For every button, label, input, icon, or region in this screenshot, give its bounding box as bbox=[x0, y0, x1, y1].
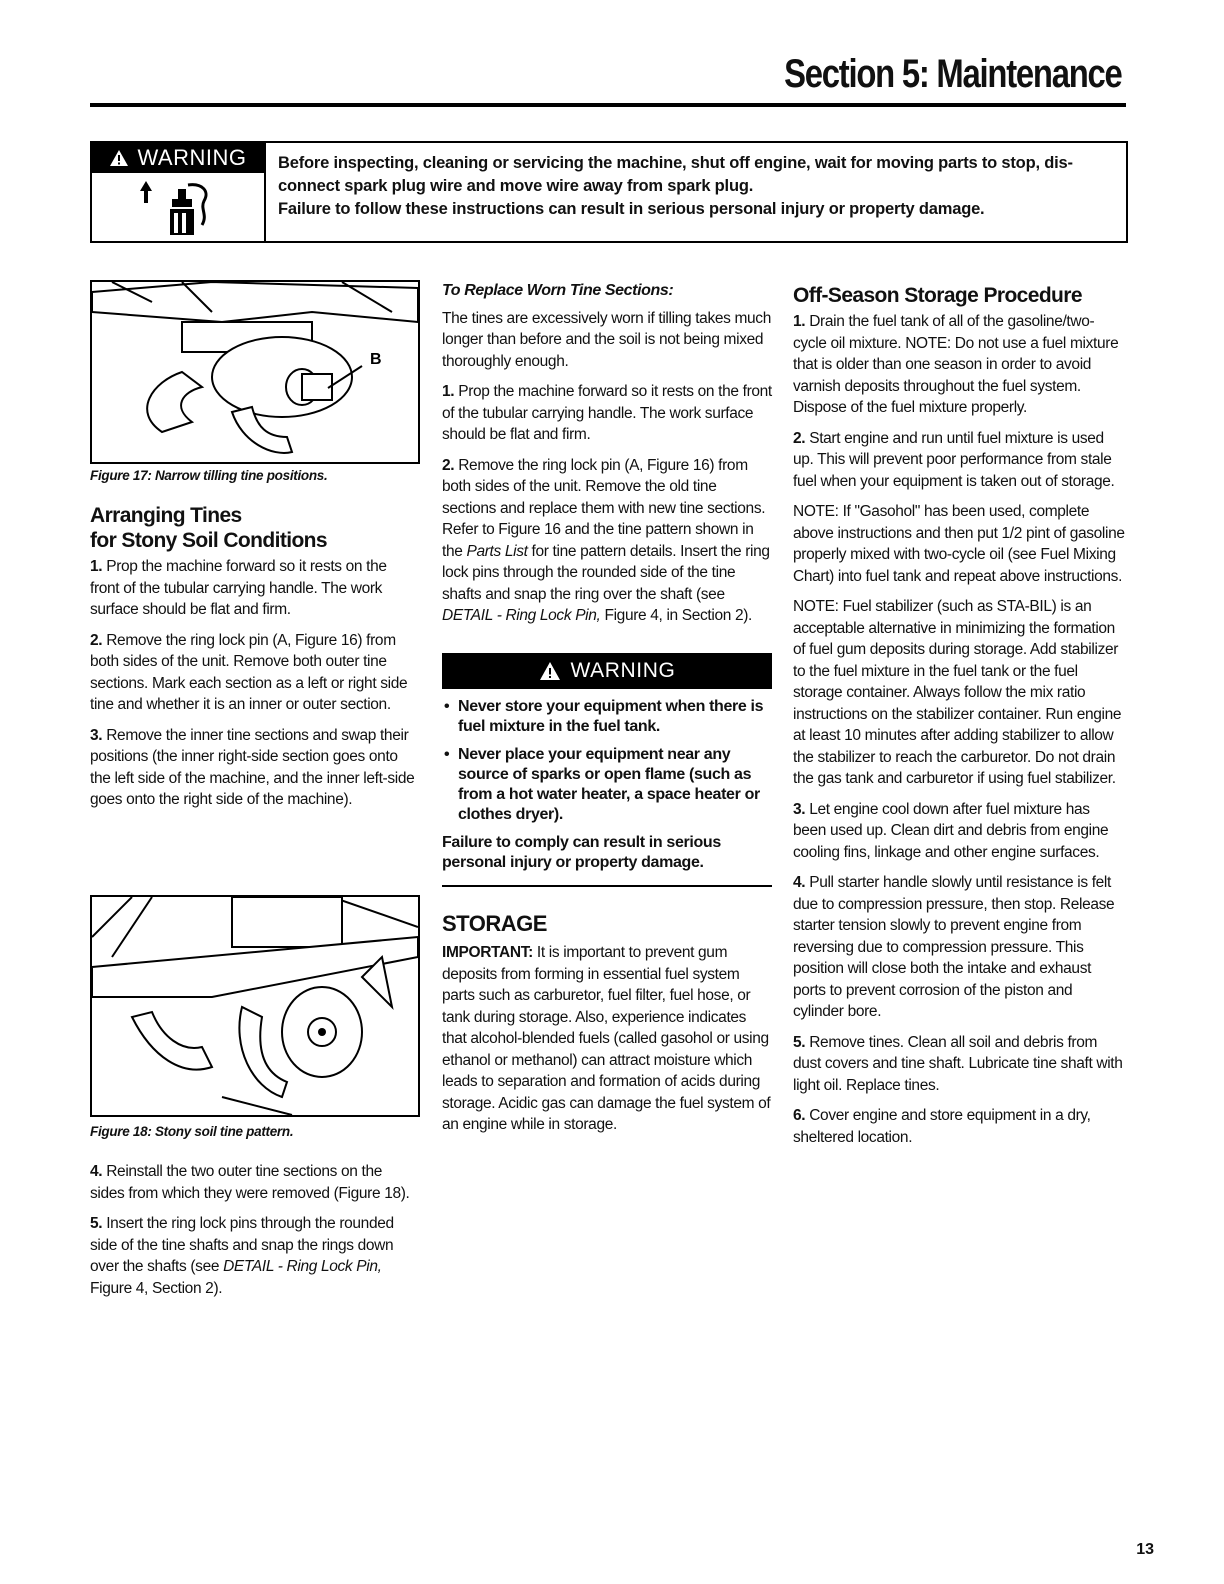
alert-triangle-icon bbox=[109, 149, 129, 167]
offseason-step-5: 5. Remove tines. Clean all soil and debris from dust covers and tine shaft. Lubricate tine shaft with light oil. Replace tines. bbox=[793, 1033, 1123, 1094]
figure-17-callout: B bbox=[370, 351, 382, 368]
figure-18-caption: Figure 18: Stony soil tine pattern. bbox=[90, 1124, 294, 1139]
replace-step-2: 2. Remove the ring lock pin (A, Figure 16) from both sides of the unit. Remove the old tine sections and replace them with new tine sections. Refer to Figure 16 and the tine pattern shown in the Parts List for tine pattern details. Insert the ring lock pins through the rounded side of the tine shafts and snap the ring over the shaft (see DETAIL - Ring Lock Pin, Figure 4, in Section 2). bbox=[442, 456, 770, 624]
spark-plug-disconnect-icon bbox=[130, 179, 230, 237]
offseason-note-2: NOTE: Fuel stabilizer (such as STA-BIL) is an acceptable alternative in minimizing the formation of fuel gum deposits during storage. Add stabilizer to the fuel mixture in the fuel tank or the fuel storage container. Always follow the mix ratio instructions on the stabilizer container. Run engine at least 10 minutes after adding stabilizer to allow the stabilizer to reach the carburetor. Do not drain the gas tank and carburetor if using fuel stabilizer. bbox=[793, 598, 1122, 787]
warning-line-2: connect spark plug wire and move wire away from spark plug. bbox=[278, 177, 754, 195]
warning-bullet-2: • Never place your equipment near any source of sparks or open flame (such as from a hot water heater, a space heater or clothes dryer). bbox=[442, 745, 772, 825]
warning-label-text: WARNING bbox=[137, 145, 247, 170]
replace-heading: To Replace Worn Tine Sections: bbox=[442, 282, 674, 299]
storage-heading: STORAGE bbox=[442, 910, 547, 936]
offseason-step-6: 6. Cover engine and store equipment in a dry, sheltered location. bbox=[793, 1107, 1091, 1146]
offseason-note-1: NOTE: If "Gasohol" has been used, complete above instructions and then put 1/2 pint of gasoline properly mixed with two-cycle oil (see Fuel Mixing Chart) into fuel tank and repeat above instructions. bbox=[793, 503, 1125, 585]
warning-mid-list bbox=[442, 697, 772, 825]
warning-line-3: Failure to follow these instructions can result in serious personal injury or property damage. bbox=[278, 200, 985, 218]
offseason-step-3: 3. Let engine cool down after fuel mixture has been used up. Clean dirt and debris from engine cooling fins, linkage and other engine surfaces. bbox=[793, 800, 1109, 861]
replace-step-1: 1. Prop the machine forward so it rests on the front of the tubular carrying handle. The work surface should be flat and firm. bbox=[442, 383, 772, 443]
warning-line-1: Before inspecting, cleaning or servicing the machine, shut off engine, wait for moving parts to stop, dis- bbox=[278, 154, 1073, 172]
offseason-step-4: 4. Pull starter handle slowly until resistance is felt due to compression pressure, then stop. Release starter tension slowly to prevent engine from reversing due to compression pressure. This position will close both the intake and exhaust ports to prevent corrosion of the piston and cylinder bore. bbox=[793, 874, 1115, 1020]
column-3-text bbox=[793, 283, 1125, 1157]
offseason-heading: Off-Season Storage Procedure bbox=[793, 284, 1082, 307]
arranging-step-2: 2. Remove the ring lock pin (A, Figure 16) from both sides of the unit. Remove both outer tine sections. Mark each section as a left or right side tine and whether it is an inner or outer section. bbox=[90, 631, 408, 713]
warning-mid-label bbox=[442, 653, 772, 689]
storage-important: IMPORTANT: It is important to prevent gum deposits from forming in essential fuel system parts such as carburetor, fuel filter, fuel hose, or tank during storage. Also, experience indicates that alcohol-blended fuels (called gasohol or using ethanol or methanol) can attract moisture which leads to separation and formation of acids during storage. Acidic gas can damage the fuel system of an engine while in storage. bbox=[442, 944, 771, 1133]
warning-mid-fail: Failure to comply can result in serious personal injury or property damage. bbox=[442, 833, 721, 871]
column-2-text bbox=[442, 280, 772, 1145]
tiller-tines-illustration bbox=[92, 282, 418, 462]
arranging-heading bbox=[90, 503, 418, 553]
alert-triangle-icon bbox=[539, 661, 561, 681]
arranging-heading-line-1: Arranging Tines bbox=[90, 504, 242, 527]
warning-bullet-1: • Never store your equipment when there is fuel mixture in the fuel tank. bbox=[442, 697, 772, 737]
arranging-step-4: 4. Reinstall the two outer tine sections on the sides from which they were removed (Figure 18). bbox=[90, 1163, 410, 1202]
arranging-step-3: 3. Remove the inner tine sections and swap their positions (the inner right-side section goes onto the left side of the machine, and the inner left-side goes onto the right side of the machine). bbox=[90, 726, 415, 808]
offseason-step-1: 1. Drain the fuel tank of all of the gasoline/two-cycle oil mixture. NOTE: Do not use a fuel mixture that is older than one season in order to avoid varnish deposits throughout the fuel system. Dispose of the fuel mixture properly. bbox=[793, 313, 1119, 416]
warning-mid-rule bbox=[442, 885, 772, 887]
stony-soil-tines-illustration bbox=[92, 897, 418, 1115]
warning-mid-label-text: WARNING bbox=[570, 658, 676, 682]
page-title: Section 5: Maintenance bbox=[784, 52, 1122, 96]
warning-left-panel bbox=[92, 143, 266, 241]
page-number: 13 bbox=[1136, 1541, 1154, 1558]
warning-box-top bbox=[90, 141, 1128, 243]
arranging-step-5: 5. Insert the ring lock pins through the rounded side of the tine shafts and snap the rings down over the shafts (see DETAIL - Ring Lock Pin, Figure 4, Section 2). bbox=[90, 1215, 394, 1297]
arranging-heading-line-2: for Stony Soil Conditions bbox=[90, 529, 327, 552]
warning-text bbox=[278, 152, 1118, 221]
replace-intro: The tines are excessively worn if tilling takes much longer than before and the soil is not being mixed thoroughly enough. bbox=[442, 309, 771, 370]
offseason-step-2: 2. Start engine and run until fuel mixture is used up. This will prevent poor performance from stale fuel when your equipment is taken out of storage. bbox=[793, 429, 1115, 490]
figure-17-image bbox=[90, 280, 420, 464]
column-1-text-cont bbox=[90, 1161, 418, 1308]
figure-18-image bbox=[90, 895, 420, 1117]
figure-17-caption: Figure 17: Narrow tilling tine positions. bbox=[90, 468, 328, 483]
warning-label bbox=[92, 143, 264, 173]
column-1-text bbox=[90, 503, 418, 820]
warning-box-mid bbox=[442, 653, 772, 887]
header-rule bbox=[90, 103, 1126, 107]
arranging-step-1: 1. Prop the machine forward so it rests on the front of the tubular carrying handle. The work surface should be flat and firm. bbox=[90, 558, 387, 618]
